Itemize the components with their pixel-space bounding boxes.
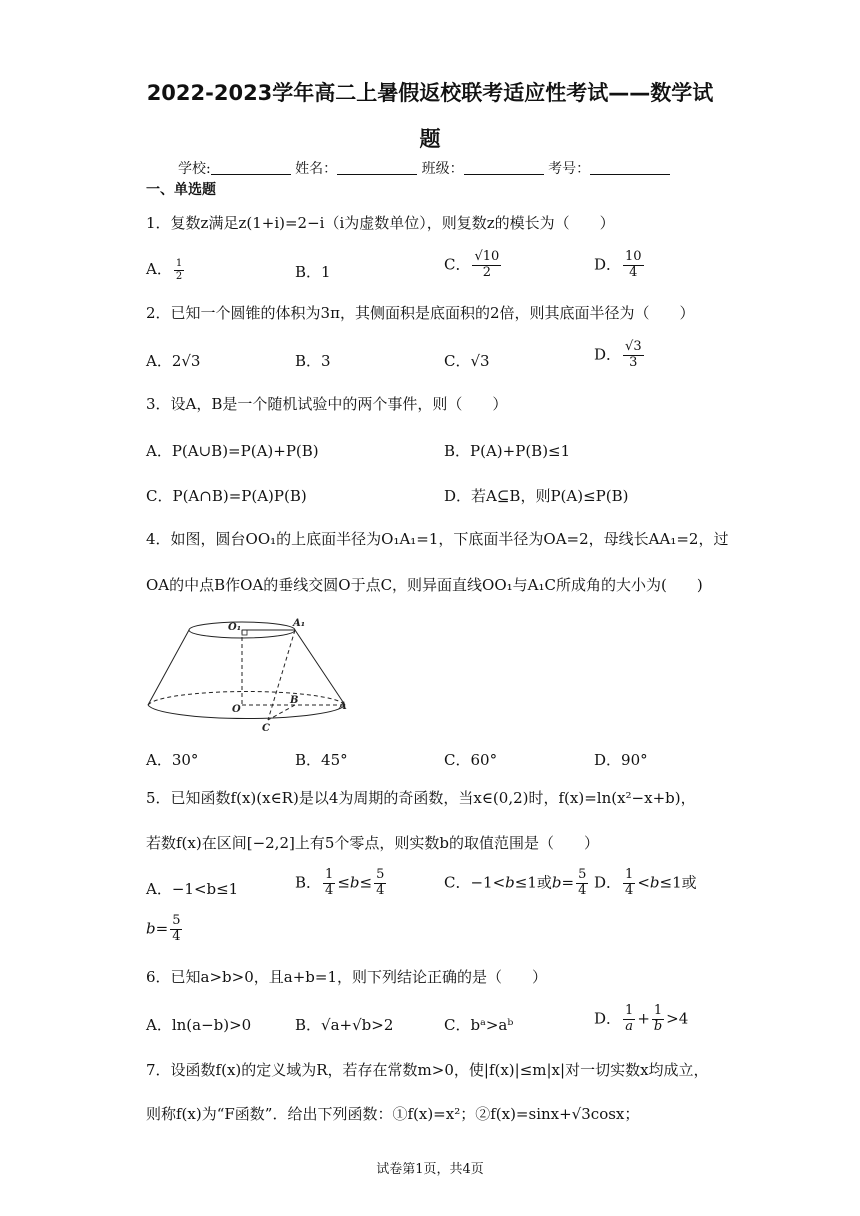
number-label: 考号： (548, 161, 591, 177)
q5-option-d-continued: b= $\frac{5}{4}$ (146, 913, 181, 944)
q6-option-c: C．bᵃ>aᵇ (444, 1016, 514, 1034)
q4-option-a: A．30° (146, 751, 199, 769)
question-7-line1: 7．设函数f(x)的定义域为R，若存在常数m>0，使|f(x)|≤m|x|对一切实数x均成立， (146, 1061, 709, 1079)
student-info-line (178, 160, 670, 178)
q4-option-c: C．60° (444, 751, 498, 769)
q6-option-b: B．√a+√b>2 (295, 1016, 394, 1034)
q5-option-a: A．−1<b≤1 (146, 880, 239, 898)
q2-option-c: C．√3 (444, 352, 490, 370)
q6-option-a: A．ln(a−b)>0 (146, 1016, 252, 1034)
school-blank[interactable] (211, 160, 291, 175)
label-o1: O₁ (228, 622, 242, 633)
q1-option-b: B．1 (295, 263, 331, 281)
class-blank[interactable] (464, 160, 544, 175)
q2-option-a: A．2√3 (146, 352, 201, 370)
label-o: O (232, 704, 241, 715)
label-c: C (262, 723, 270, 734)
question-3: 3．设A，B是一个随机试验中的两个事件，则（ ） (146, 395, 508, 413)
exam-title-line1: 2022-2023学年高二上暑假返校联考适应性考试——数学试 (146, 81, 714, 105)
label-a1: A₁ (293, 618, 306, 629)
question-4-line1: 4．如图，圆台OO₁的上底面半径为O₁A₁=1，下底面半径为OA=2，母线长AA₁=2，过 (146, 530, 729, 548)
exam-title-line2: 题 (419, 127, 441, 151)
q3-option-b: B．P(A)+P(B)≤1 (444, 442, 571, 460)
name-label: 姓名： (295, 161, 338, 177)
q1-option-c: C． $\frac{√10}{2}$ (444, 249, 500, 280)
name-blank[interactable] (337, 160, 417, 175)
label-b: B (290, 695, 299, 706)
question-7-line2: 则称f(x)为“F函数”．给出下列函数：①f(x)=x²；②f(x)=sinx+√3cosx； (146, 1105, 640, 1123)
school-label: 学校: (178, 161, 211, 177)
q1-option-a: A． $\frac{1}{2}$ (146, 258, 183, 282)
q2-option-d: D． $\frac{√3}{3}$ (594, 339, 642, 370)
q5-option-d: D． $\frac{1}{4}$ <b≤1或 (594, 867, 697, 898)
question-4-line2: OA的中点B作OA的垂线交圆O于点C，则异面直线OO₁与A₁C所成角的大小为( ) (146, 576, 703, 594)
q5-option-c: C．−1<b≤1或b= $\frac{5}{4}$ (444, 867, 587, 898)
section-heading: 一、单选题 (146, 182, 216, 198)
q5-option-b: B． $\frac{1}{4}$ ≤b≤ $\frac{5}{4}$ (295, 867, 385, 898)
q2-option-b: B．3 (295, 352, 331, 370)
q4-option-d: D．90° (594, 751, 648, 769)
question-6: 6．已知a>b>0，且a+b=1，则下列结论正确的是（ ） (146, 968, 547, 986)
frustum-figure (140, 612, 355, 734)
q3-option-d: D．若A⊆B，则P(A)≤P(B) (444, 487, 629, 505)
page-footer: 试卷第1页，共4页 (376, 1162, 484, 1177)
class-label: 班级： (421, 161, 464, 177)
question-5-line1: 5．已知函数f(x)(x∈R)是以4为周期的奇函数，当x∈(0,2)时，f(x)=ln(x²−x+b)， (146, 789, 696, 807)
question-1: 1．复数z满足z(1+i)=2−i（i为虚数单位），则复数z的模长为（ ） (146, 214, 615, 232)
q1-option-d: D． $\frac{10}{4}$ (594, 249, 642, 280)
label-a: A (339, 701, 347, 712)
q6-option-d: D． $\frac{1}{a}$ + $\frac{1}{b}$ >4 (594, 1003, 689, 1034)
number-blank[interactable] (590, 160, 670, 175)
question-2: 2．已知一个圆锥的体积为3π，其侧面积是底面积的2倍，则其底面半径为（ ） (146, 304, 695, 322)
q3-option-a: A．P(A∪B)=P(A)+P(B) (146, 442, 319, 460)
question-5-line2: 若数f(x)在区间[−2,2]上有5个零点，则实数b的取值范围是（ ） (146, 834, 599, 852)
q3-option-c: C．P(A∩B)=P(A)P(B) (146, 487, 307, 505)
q4-option-b: B．45° (295, 751, 348, 769)
